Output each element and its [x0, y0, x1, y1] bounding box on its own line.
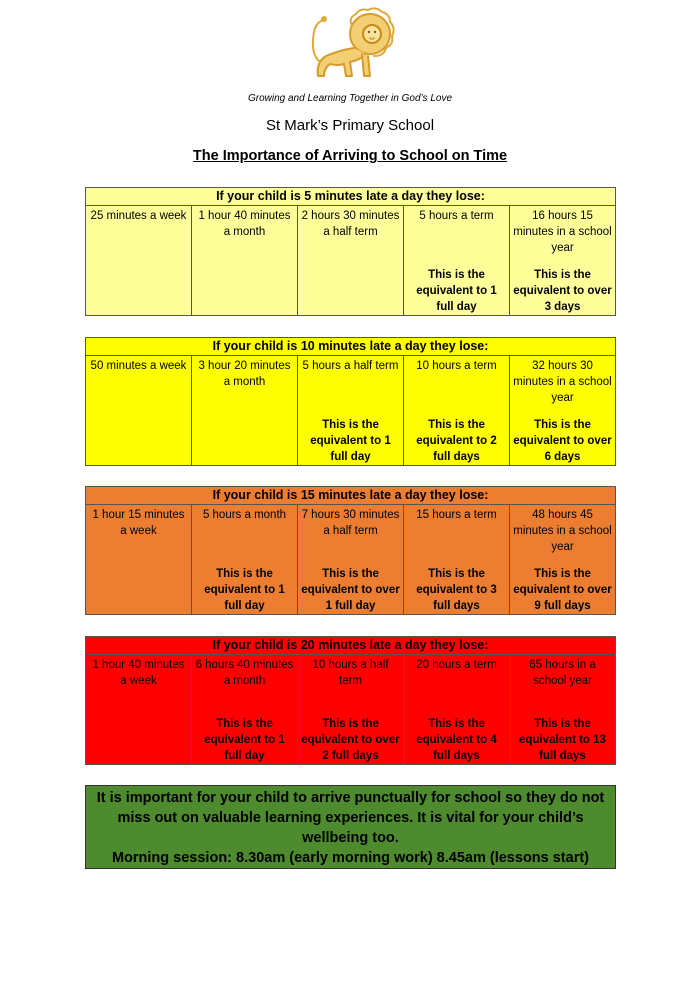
- table-cell: [510, 655, 616, 765]
- table-cell: [404, 505, 510, 615]
- equivalent-note: This is the equivalent to 13 full days: [519, 718, 606, 762]
- equivalent-note: This is the equivalent to over 1 full day: [301, 568, 400, 612]
- equivalent-note: This is the equivalent to 3 full days: [416, 568, 497, 612]
- table-cell: [510, 356, 616, 466]
- table-heading: If your child is 20 minutes late a day they lose:: [86, 637, 616, 655]
- time-lost: 1 hour 40 minutes a month: [198, 210, 291, 238]
- table-cell: [404, 206, 510, 316]
- table-cell: [192, 356, 298, 466]
- lateness-table-15-minutes: [85, 486, 616, 615]
- table-heading: If your child is 10 minutes late a day they lose:: [86, 338, 616, 356]
- table-cell: [510, 206, 616, 316]
- punctuality-message: It is important for your child to arrive punctually for school so they do not miss out on valuable learning experiences. It is vital for your child’s wellbeing too.: [96, 790, 605, 846]
- time-lost: 15 hours a term: [416, 509, 497, 521]
- table-cell: [86, 356, 192, 466]
- lateness-table-20-minutes: [85, 636, 616, 765]
- lion-logo-icon: [300, 4, 404, 86]
- time-lost: 10 hours a half term: [312, 659, 389, 687]
- time-lost: 16 hours 15 minutes in a school year: [513, 210, 612, 254]
- table-cell: [86, 655, 192, 765]
- time-lost: 25 minutes a week: [90, 210, 187, 222]
- table-cell: [298, 505, 404, 615]
- equivalent-note: This is the equivalent to over 9 full days: [513, 568, 612, 612]
- time-lost: 7 hours 30 minutes a half term: [301, 509, 400, 537]
- table-cell: [510, 505, 616, 615]
- time-lost: 3 hour 20 minutes a month: [198, 360, 291, 388]
- table-cell: [192, 505, 298, 615]
- table-cell: [86, 505, 192, 615]
- table-cell: [298, 206, 404, 316]
- table-cell: [404, 655, 510, 765]
- morning-session-times: Morning session: 8.30am (early morning work) 8.45am (lessons start): [111, 850, 590, 866]
- table-heading: If your child is 15 minutes late a day they lose:: [86, 487, 616, 505]
- equivalent-note: This is the equivalent to 4 full days: [416, 718, 497, 762]
- table-cell: [298, 655, 404, 765]
- equivalent-note: This is the equivalent to over 2 full days: [301, 718, 400, 762]
- table-cell: [298, 356, 404, 466]
- time-lost: 10 hours a term: [416, 360, 497, 372]
- equivalent-note: This is the equivalent to 2 full days: [416, 419, 497, 463]
- equivalent-note: This is the equivalent to over 3 days: [513, 269, 612, 313]
- time-lost: 2 hours 30 minutes a half term: [301, 210, 400, 238]
- table-cell: [404, 356, 510, 466]
- table-heading: If your child is 5 minutes late a day they lose:: [86, 188, 616, 206]
- table-cell: [86, 206, 192, 316]
- time-lost: 50 minutes a week: [90, 360, 187, 372]
- lateness-table-10-minutes: [85, 337, 616, 466]
- time-lost: 5 hours a month: [202, 509, 287, 521]
- time-lost: 5 hours a term: [419, 210, 494, 222]
- equivalent-note: This is the equivalent to 1 full day: [416, 269, 497, 313]
- equivalent-note: This is the equivalent to over 6 days: [513, 419, 612, 463]
- school-name: St Mark’s Primary School: [265, 117, 435, 134]
- punctuality-message-box: [85, 785, 616, 869]
- equivalent-note: This is the equivalent to 1 full day: [310, 419, 391, 463]
- time-lost: 65 hours in a school year: [529, 659, 596, 687]
- table-cell: [192, 206, 298, 316]
- lateness-table-5-minutes: [85, 187, 616, 316]
- table-cell: [192, 655, 298, 765]
- time-lost: 5 hours a half term: [302, 360, 399, 372]
- time-lost: 48 hours 45 minutes in a school year: [513, 509, 612, 553]
- page-title: The Importance of Arriving to School on Time: [192, 148, 508, 164]
- time-lost: 32 hours 30 minutes in a school year: [513, 360, 612, 404]
- time-lost: 1 hour 15 minutes a week: [92, 509, 185, 537]
- school-motto: Growing and Learning Together in God’s Love: [247, 93, 453, 104]
- equivalent-note: This is the equivalent to 1 full day: [204, 568, 285, 612]
- time-lost: 6 hours 40 minutes a month: [195, 659, 294, 687]
- time-lost: 1 hour 40 minutes a week: [92, 659, 185, 687]
- time-lost: 20 hours a term: [416, 659, 497, 671]
- equivalent-note: This is the equivalent to 1 full day: [204, 718, 285, 762]
